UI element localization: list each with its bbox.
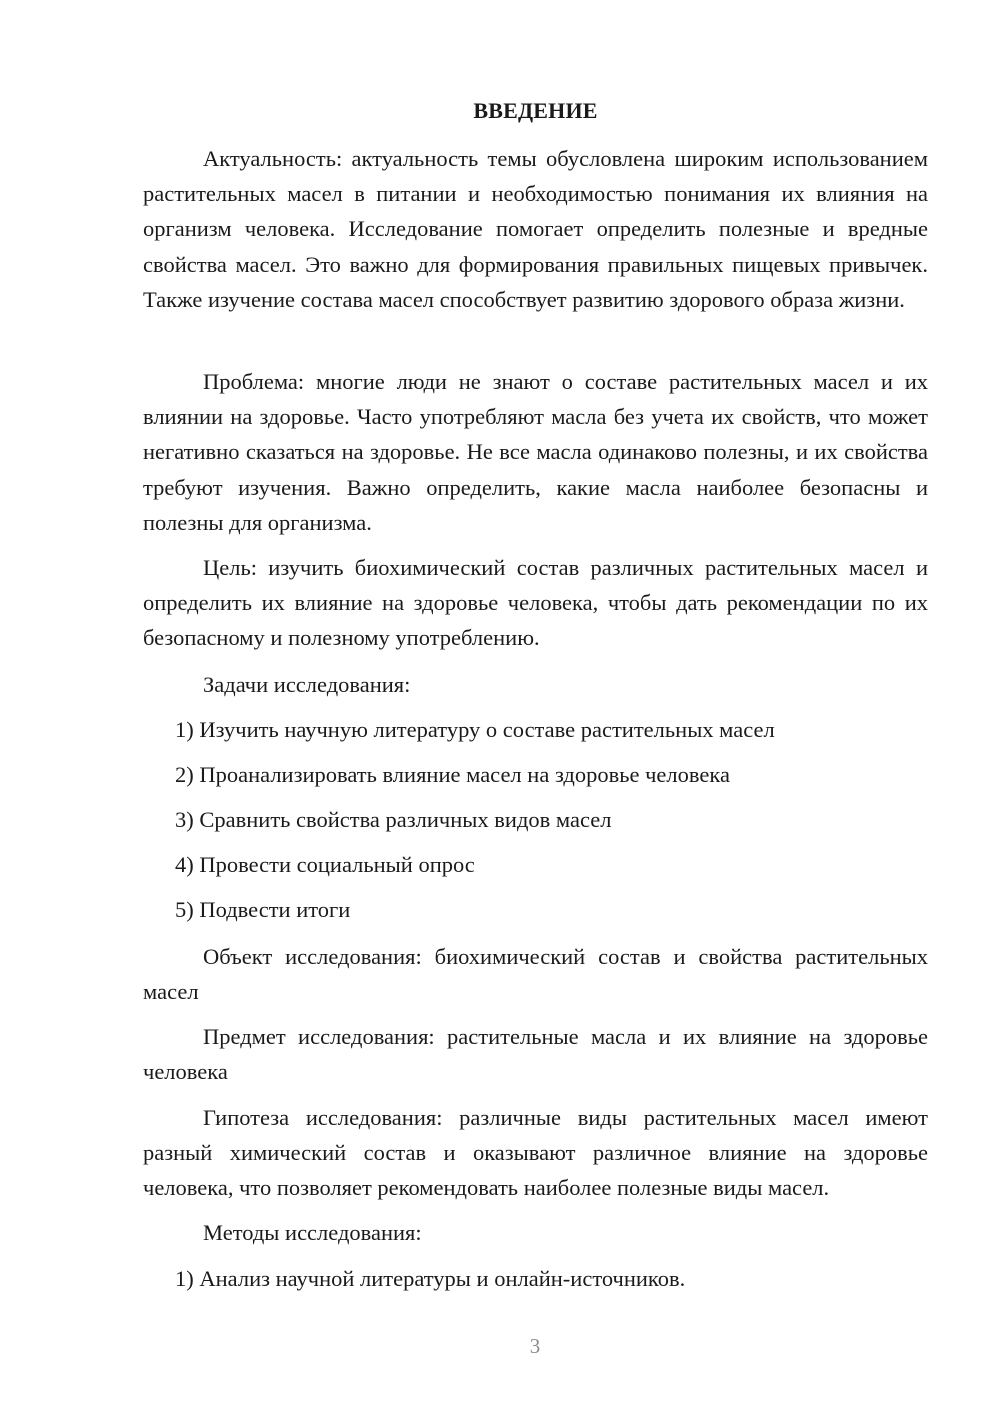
task-item: 5) Подвести итоги — [175, 897, 351, 922]
tasks-heading: Задачи исследования: — [203, 672, 411, 697]
paragraph-subject: Предмет исследования: растительные масла и их влияние на здоровье человека — [143, 1024, 928, 1085]
task-item: 1) Изучить научную литературу о составе растительных масел — [175, 717, 775, 742]
task-item: 3) Сравнить свойства различных видов масел — [175, 807, 612, 832]
task-item: 2) Проанализировать влияние масел на здоровье человека — [175, 762, 730, 787]
paragraph-object: Объект исследования: биохимический состав и свойства растительных масел — [143, 944, 928, 1005]
method-item: 1) Анализ научной литературы и онлайн-источников. — [175, 1266, 686, 1291]
paragraph-problem: Проблема: многие люди не знают о составе растительных масел и их влиянии на здоровье. Часто употребляют масла без учета их свойств, что может негативно сказаться на здоровье. Не все масла одинаково полезны, и их свойства требуют изучения. Важно определить, какие масла наиболее безопасны и полезны для организма. — [143, 369, 928, 535]
task-item: 4) Провести социальный опрос — [175, 852, 475, 877]
section-title: ВВЕДЕНИЕ — [473, 98, 598, 123]
paragraph-relevance: Актуальность: актуальность темы обусловлена широким использованием растительных масел в питании и необходимостью понимания их влияния на организм человека. Исследование помогает определить полезные и вредные свойства масел. Это важно для формирования правильных пищевых привычек. Также изучение состава масел способствует развитию здорового образа жизни. — [143, 146, 928, 312]
page-number: 3 — [529, 1334, 541, 1358]
paragraph-hypothesis: Гипотеза исследования: различные виды растительных масел имеют разный химический состав и оказывают различное влияние на здоровье человека, что позволяет рекомендовать наиболее полезные виды масел. — [143, 1105, 928, 1201]
paragraph-goal: Цель: изучить биохимический состав различных растительных масел и определить их влияние на здоровье человека, чтобы дать рекомендации по их безопасному и полезному употреблению. — [143, 555, 928, 651]
methods-heading: Методы исследования: — [203, 1220, 422, 1245]
